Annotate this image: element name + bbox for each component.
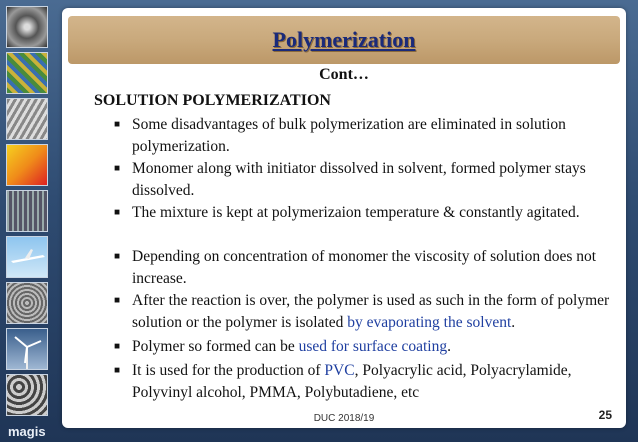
airplane-icon <box>6 236 48 278</box>
bullet-icon: ■ <box>114 163 121 174</box>
thumbnail-strip <box>0 0 56 442</box>
fibers-icon <box>6 98 48 140</box>
list-item-text: Depending on concentration of monomer the viscosity of solution does not increase. <box>132 248 597 287</box>
list-item-text <box>114 336 614 358</box>
list-item <box>114 336 614 358</box>
slide-footer: DUC 2018/19 <box>313 413 375 424</box>
bullet-icon: ■ <box>114 295 121 306</box>
bullet-icon: ■ <box>114 251 121 262</box>
slide-subtitle: Cont… <box>319 66 369 83</box>
highlight-text: by evaporating the solvent <box>347 314 512 331</box>
turbine-icon <box>6 6 48 48</box>
text-segment: Polymer so formed can be <box>132 338 299 355</box>
list-item <box>114 114 614 158</box>
page-number: 25 <box>598 408 612 422</box>
bullet-icon: ■ <box>114 341 121 352</box>
texture-icon <box>6 282 48 324</box>
bullet-icon: ■ <box>114 119 121 130</box>
text-segment: , Polyacrylic acid, Polyacrylamide, Polyvinyl alcohol, PMMA, Polybutadiene, etc <box>132 362 572 401</box>
list-item-text: Some disadvantages of bulk polymerization are eliminated in solution polymerization. <box>132 116 566 155</box>
highlight-text: PVC <box>324 362 355 379</box>
text-segment: It is used for the production of <box>132 362 325 379</box>
list-item <box>114 202 614 224</box>
heat-block-icon <box>6 144 48 186</box>
list-item <box>114 246 614 290</box>
text-segment: After the reaction is over, the polymer is used as such in the form of polymer solution or the polymer is isolated <box>132 292 610 331</box>
highlight-text: used for surface coating <box>298 338 448 355</box>
text-segment: . <box>511 314 516 331</box>
bullet-icon: ■ <box>114 207 121 218</box>
list-item-text <box>114 360 614 404</box>
list-item <box>114 290 614 334</box>
circuit-icon <box>6 190 48 232</box>
section-heading: SOLUTION POLYMERIZATION <box>94 92 331 109</box>
list-item-text <box>114 290 614 334</box>
logo: magis <box>8 424 46 439</box>
list-item <box>114 158 614 202</box>
title-bar <box>68 16 620 64</box>
composite-icon <box>6 52 48 94</box>
list-item-text: The mixture is kept at polymerizaion temperature & constantly agitated. <box>132 204 580 221</box>
foam-icon <box>6 374 48 416</box>
bullet-icon: ■ <box>114 365 121 376</box>
text-segment: . <box>447 338 451 355</box>
list-item <box>114 360 614 404</box>
wind-turbine-icon <box>6 328 48 370</box>
slide-panel <box>62 8 626 428</box>
list-item-text: Monomer along with initiator dissolved in solvent, formed polymer stays dissolved. <box>132 160 586 199</box>
slide-title: Polymerization <box>272 27 416 52</box>
